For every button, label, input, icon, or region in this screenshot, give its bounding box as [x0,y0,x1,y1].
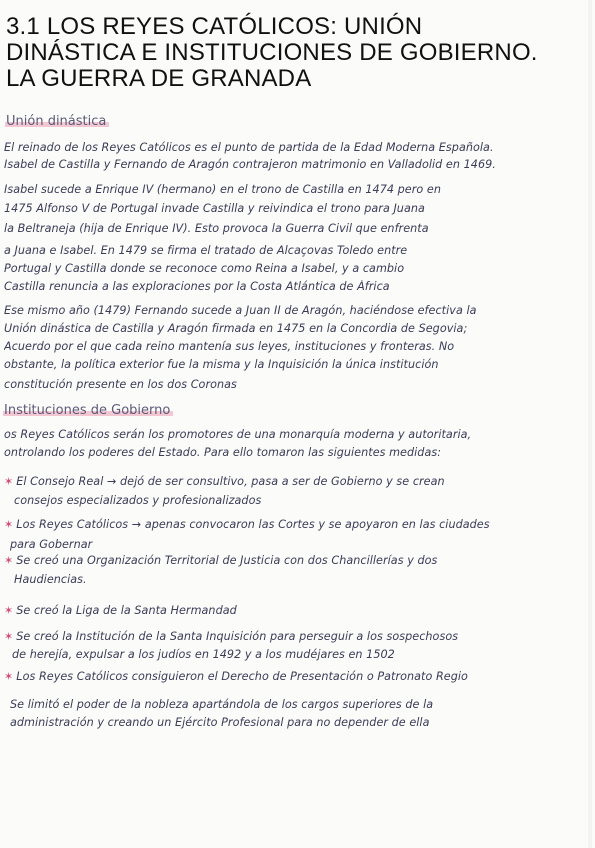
list-item-continuation: consejos especializados y profesionalizados [14,494,262,507]
text-line: El reinado de los Reyes Católicos es el punto de partida de la Edad Moderna Española. [4,141,494,154]
list-item [4,518,592,531]
text-line: la Beltraneja (hija de Enrique IV). Esto provoca la Guerra Civil que enfrenta [4,222,429,235]
section-heading-label: Instituciones de Gobierno [3,403,173,418]
text-line: ontrolando los poderes del Estado. Para ello tomaron las siguientes medidas: [4,446,442,459]
list-item-text: Los Reyes Católicos consiguieron el Derecho de Presentación o Patronato Regio [16,670,468,683]
star-bullet-icon: ✶ [4,630,14,643]
text-line: Isabel de Castilla y Fernando de Aragón contrajeron matrimonio en Valladolid en 1469. [4,158,496,171]
text-line: Ese mismo año (1479) Fernando sucede a Juan II de Aragón, haciéndose efectiva la [4,304,477,317]
list-item [4,604,592,617]
star-bullet-icon: ✶ [4,554,14,567]
star-bullet-icon: ✶ [4,604,14,617]
list-item: Se limitó el poder de la nobleza apartándola de los cargos superiores de la [10,698,434,711]
text-line: os Reyes Católicos serán los promotores de una monarquía moderna y autoritaria, [4,428,472,441]
page-title [6,14,591,92]
text-line: Castilla renuncia a las exploraciones por la Costa Atlántica de África [4,280,390,293]
title-line: DINÁSTICA E INSTITUCIONES DE GOBIERNO. [6,39,538,66]
section-heading-union [5,114,109,129]
list-item [4,630,592,643]
list-item-text: El Consejo Real → dejó de ser consultivo, pasa a ser de Gobierno y se crean [16,475,445,488]
star-bullet-icon: ✶ [4,670,14,683]
text-line: Acuerdo por el que cada reino mantenía sus leyes, instituciones y fronteras. No [4,340,455,353]
title-line: 3.1 LOS REYES CATÓLICOS: UNIÓN [6,13,423,40]
list-item-text: Los Reyes Católicos → apenas convocaron las Cortes y se apoyaron en las ciudades [16,518,490,531]
list-item-text: Se creó la Institución de la Santa Inquisición para perseguir a los sospechosos [16,630,459,643]
section-heading-label: Unión dinástica [5,114,109,129]
list-item [4,554,592,567]
section-heading-instituciones [3,403,173,418]
star-bullet-icon: ✶ [4,475,14,488]
title-line: LA GUERRA DE GRANADA [6,65,312,92]
list-item [4,670,592,683]
list-item-text: Se creó la Liga de la Santa Hermandad [16,604,237,617]
text-line: Isabel sucede a Enrique IV (hermano) en el trono de Castilla en 1474 pero en [4,183,441,196]
list-item [4,475,592,488]
list-item-continuation: administración y creando un Ejército Profesional para no depender de ella [10,716,430,729]
list-item-continuation: de herejía, expulsar a los judíos en 1492 y a los mudéjares en 1502 [12,648,395,661]
text-line: obstante, la política exterior fue la misma y la Inquisición la única institución [4,358,439,371]
list-item-text: Se creó una Organización Territorial de Justicia con dos Chancillerías y dos [16,554,438,567]
text-line: 1475 Alfonso V de Portugal invade Castilla y reivindica el trono para Juana [4,202,425,215]
list-item-continuation: Haudiencias. [14,573,87,586]
text-line: constitución presente en los dos Coronas [4,378,237,391]
star-bullet-icon: ✶ [4,518,14,531]
text-line: Portugal y Castilla donde se reconoce como Reina a Isabel, y a cambio [4,262,405,275]
list-item-continuation: para Gobernar [10,538,93,551]
text-line: Unión dinástica de Castilla y Aragón firmada en 1475 en la Concordia de Segovia; [4,322,468,335]
text-line: a Juana e Isabel. En 1479 se firma el tratado de Alcaçovas Toledo entre [4,244,408,257]
